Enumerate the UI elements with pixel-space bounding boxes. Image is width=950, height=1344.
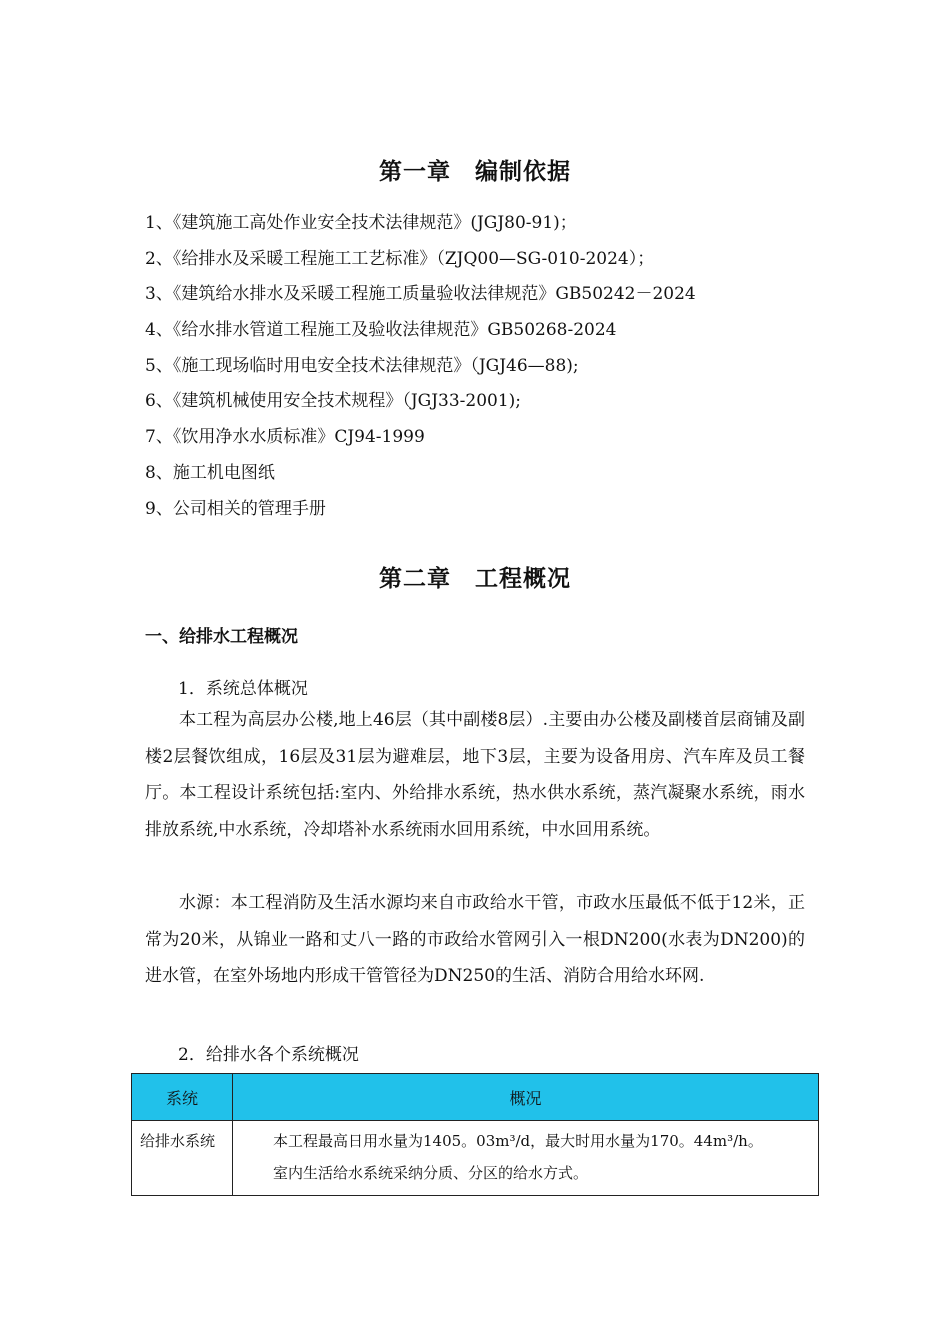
system-overview-table (131, 1073, 819, 1196)
overview-paragraph: 本工程为高层办公楼,地上46层（其中副楼8层）.主要由办公楼及副楼首层商铺及副楼2层餐饮组成，16层及31层为避难层，地下3层，主要为设备用房、汽车库及员工餐厅。本工程设计系统包括:室内、外给排水系统，热水供水系统，蒸汽凝聚水系统，雨水排放系统,中水系统，冷却塔补水系统雨水回用系统，中水回用系统。 (145, 710, 805, 840)
reference-list (145, 208, 825, 529)
water-source-paragraph: 水源：本工程消防及生活水源均来自市政给水干管，市政水压最低不低于12米，正常为20米，从锦业一路和丈八一路的市政给水管网引入一根DN200(水表为DN200)的进水管，在室外场地内形成干管管径为DN250的生活、消防合用给水环网. (145, 893, 805, 986)
description-line: 本工程最高日用水量为1405。03m³/d，最大时用水量为170。44m³/h。 (273, 1132, 763, 1150)
column-header-system: 系统 (132, 1074, 233, 1121)
column-header-overview: 概况 (233, 1074, 819, 1121)
reference-item: 4、《给水排水管道工程施工及验收法律规范》GB50268-2024 (145, 320, 617, 341)
reference-item: 2、《给排水及采暖工程施工工艺标准》（ZJQ00—SG-010-2024）； (145, 248, 655, 269)
reference-item: 6、《建筑机械使用安全技术规程》（JGJ33-2001); (145, 391, 522, 412)
chapter-1-title: 第一章 编制依据 (379, 159, 571, 185)
description-line: 室内生活给水系统采纳分质、分区的给水方式。 (273, 1164, 589, 1182)
reference-item: 7、《饮用净水水质标准》CJ94-1999 (145, 427, 425, 448)
reference-item: 1、《建筑施工高处作业安全技术法律规范》(JGJ80-91)； (145, 213, 577, 233)
chapter-2-title: 第二章 工程概况 (379, 566, 571, 592)
section-heading: 一、给排水工程概况 (145, 627, 298, 647)
reference-item: 9、公司相关的管理手册 (145, 498, 326, 519)
subsection-heading-1: 1．系统总体概况 (178, 679, 308, 699)
system-description-cell (233, 1121, 819, 1196)
reference-item: 5、《施工现场临时用电安全技术法律规范》（JGJ46—88); (145, 355, 579, 376)
reference-item: 3、《建筑给水排水及采暖工程施工质量验收法律规范》GB50242－2024 (145, 284, 696, 305)
subsection-heading-2: 2．给排水各个系统概况 (178, 1045, 359, 1065)
table-header-row (132, 1074, 819, 1121)
system-name-cell: 给排水系统 (132, 1121, 233, 1196)
table-row (132, 1121, 819, 1196)
reference-item: 8、施工机电图纸 (145, 462, 275, 483)
